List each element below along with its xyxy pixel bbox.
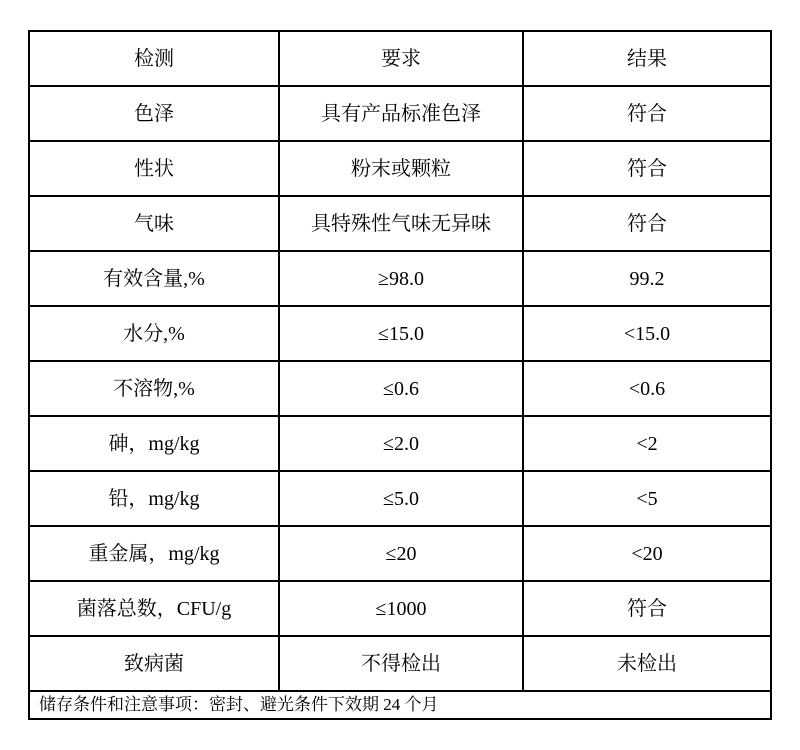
result-cell: <2 (523, 416, 771, 471)
header-row (29, 31, 771, 86)
test-cell: 色泽 (29, 86, 279, 141)
footer-row (29, 691, 771, 719)
requirement-cell: ≤0.6 (279, 361, 523, 416)
requirement-cell: 粉末或颗粒 (279, 141, 523, 196)
result-cell: 符合 (523, 141, 771, 196)
table-row (29, 86, 771, 141)
table-row (29, 361, 771, 416)
table-row (29, 636, 771, 691)
inspection-table (28, 30, 772, 720)
requirement-cell: 不得检出 (279, 636, 523, 691)
result-cell: 符合 (523, 581, 771, 636)
table-body (29, 86, 771, 691)
table-row (29, 306, 771, 361)
test-cell: 铅，mg/kg (29, 471, 279, 526)
test-cell: 不溶物,% (29, 361, 279, 416)
table-row (29, 196, 771, 251)
table-row (29, 416, 771, 471)
result-cell: 符合 (523, 196, 771, 251)
requirement-cell: ≤1000 (279, 581, 523, 636)
result-cell: <20 (523, 526, 771, 581)
test-cell: 砷，mg/kg (29, 416, 279, 471)
test-cell: 菌落总数，CFU/g (29, 581, 279, 636)
result-cell: <5 (523, 471, 771, 526)
test-cell: 有效含量,% (29, 251, 279, 306)
requirement-cell: ≤20 (279, 526, 523, 581)
requirement-cell: ≤5.0 (279, 471, 523, 526)
header-requirement: 要求 (279, 31, 523, 86)
table-row (29, 581, 771, 636)
requirement-cell: ≤15.0 (279, 306, 523, 361)
test-cell: 性状 (29, 141, 279, 196)
requirement-cell: ≤2.0 (279, 416, 523, 471)
result-cell: <15.0 (523, 306, 771, 361)
table-row (29, 471, 771, 526)
result-cell: 符合 (523, 86, 771, 141)
storage-note: 储存条件和注意事项：密封、避光条件下效期 24 个月 (29, 691, 771, 719)
table-row (29, 526, 771, 581)
table-row (29, 141, 771, 196)
header-result: 结果 (523, 31, 771, 86)
result-cell: 99.2 (523, 251, 771, 306)
requirement-cell: 具特殊性气味无异味 (279, 196, 523, 251)
requirement-cell: ≥98.0 (279, 251, 523, 306)
result-cell: 未检出 (523, 636, 771, 691)
test-cell: 气味 (29, 196, 279, 251)
result-cell: <0.6 (523, 361, 771, 416)
test-cell: 致病菌 (29, 636, 279, 691)
header-test: 检测 (29, 31, 279, 86)
test-cell: 重金属，mg/kg (29, 526, 279, 581)
requirement-cell: 具有产品标准色泽 (279, 86, 523, 141)
table-row (29, 251, 771, 306)
test-cell: 水分,% (29, 306, 279, 361)
